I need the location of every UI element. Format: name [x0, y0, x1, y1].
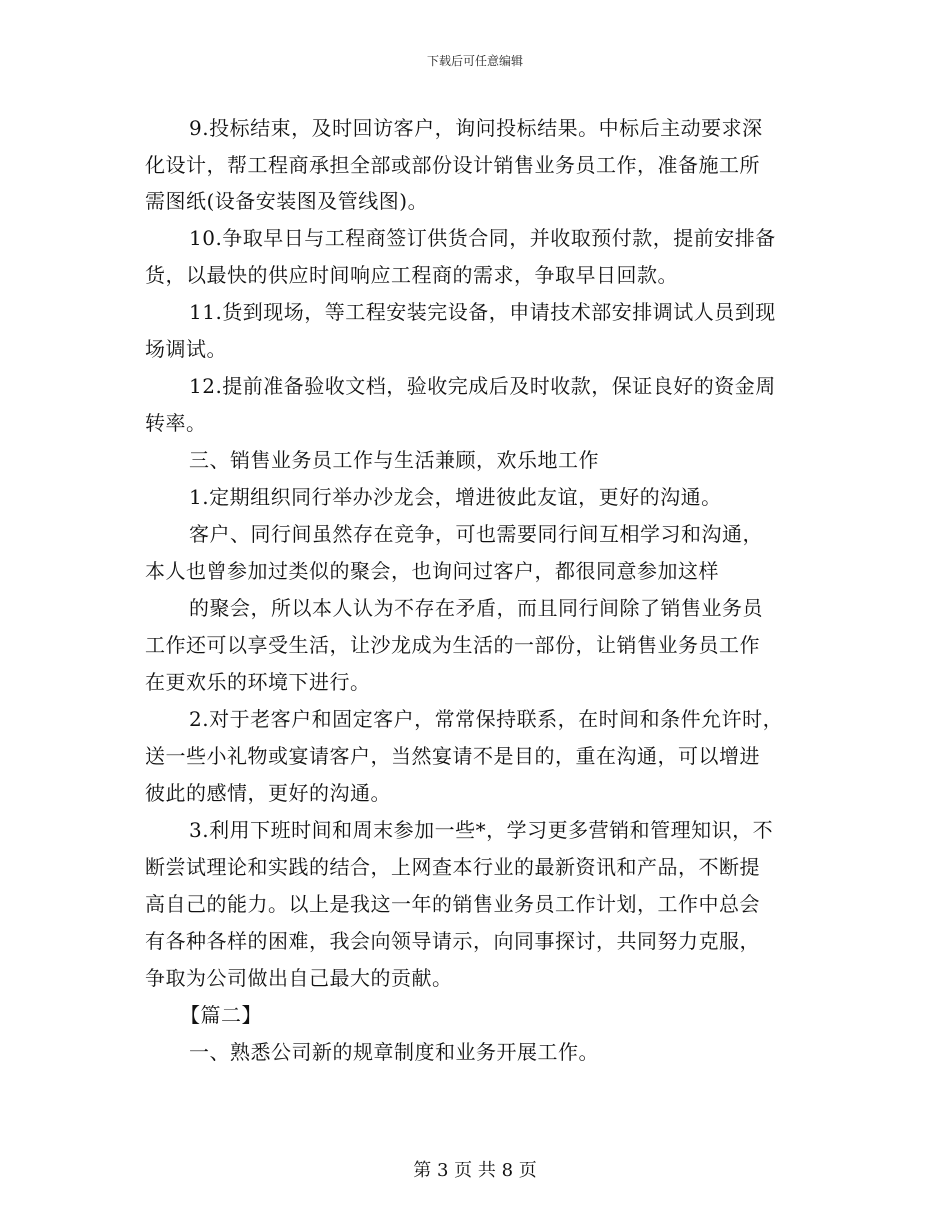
- text-line: 10.争取早日与工程商签订供货合同，并收取预付款，提前安排备: [189, 226, 776, 250]
- text-line: 彼此的感情，更好的沟通。: [145, 781, 391, 805]
- page-footer: 第 3 页 共 8 页: [413, 1160, 537, 1181]
- text-line: 需图纸(设备安装图及管线图)。: [145, 189, 429, 213]
- text-line: 工作还可以享受生活，让沙龙成为生活的一部份，让销售业务员工作: [145, 633, 760, 657]
- section-heading: 一、熟悉公司新的规章制度和业务开展工作。: [189, 1040, 599, 1064]
- page-header: 下载后可任意编辑: [426, 54, 523, 68]
- text-line: 12.提前准备验收文档，验收完成后及时收款，保证良好的资金周: [189, 374, 776, 398]
- text-line: 在更欢乐的环境下进行。: [145, 670, 371, 694]
- text-line: 本人也曾参加过类似的聚会，也询问过客户，都很同意参加这样: [145, 559, 719, 583]
- text-line: 9.投标结束，及时回访客户，询问投标结果。中标后主动要求深: [189, 116, 763, 140]
- section-heading: 三、销售业务员工作与生活兼顾，欢乐地工作: [189, 448, 599, 472]
- text-line: 高自己的能力。以上是我这一年的销售业务员工作计划，工作中总会: [145, 892, 760, 916]
- text-line: 有各种各样的困难，我会向领导请示，向同事探讨，共同努力克服，: [145, 929, 760, 953]
- section-heading: 【篇二】: [180, 1003, 262, 1027]
- text-line: 争取为公司做出自己最大的贡献。: [145, 966, 453, 990]
- text-line: 送一些小礼物或宴请客户，当然宴请不是目的，重在沟通，可以增进: [145, 744, 760, 768]
- text-line: 2.对于老客户和固定客户，常常保持联系，在时间和条件允许时，: [189, 707, 784, 731]
- text-line: 1.定期组织同行举办沙龙会，增进彼此友谊，更好的沟通。: [189, 485, 722, 509]
- text-line: 货，以最快的供应时间响应工程商的需求，争取早日回款。: [145, 263, 678, 287]
- text-line: 11.货到现场，等工程安装完设备，申请技术部安排调试人员到现: [189, 300, 776, 324]
- text-line: 场调试。: [145, 337, 227, 361]
- text-line: 的聚会，所以本人认为不存在矛盾，而且同行间除了销售业务员: [189, 596, 763, 620]
- text-line: 化设计，帮工程商承担全部或部份设计销售业务员工作，准备施工所: [145, 153, 760, 177]
- text-line: 3.利用下班时间和周末参加一些*，学习更多营销和管理知识，不: [189, 818, 774, 842]
- text-line: 转率。: [145, 411, 207, 435]
- text-line: 客户、同行间虽然存在竞争，可也需要同行间互相学习和沟通，: [189, 522, 763, 546]
- text-line: 断尝试理论和实践的结合，上网查本行业的最新资讯和产品，不断提: [145, 855, 760, 879]
